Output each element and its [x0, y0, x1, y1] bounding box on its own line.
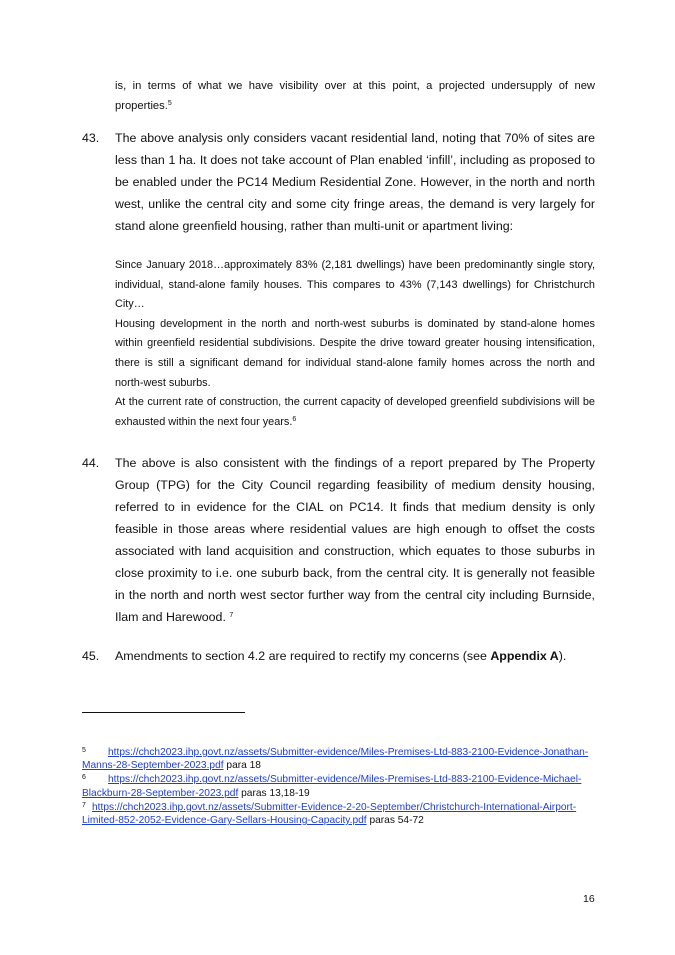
paragraph-45-text-after: ). [558, 649, 567, 663]
quote-paragraph-1: Since January 2018…approximately 83% (2,181 dwellings) have been predominantly single story, individual, stand-alone family houses. This compares to 43% (7,143 dwellings) for Christchurch City… [115, 259, 595, 311]
footnote-suffix: para 18 [223, 760, 261, 772]
footnote-ref-6: 6 [292, 415, 297, 423]
footnote-link[interactable]: https://chch2023.ihp.govt.nz/assets/Submitter-Evidence-2-20-September/Christchurch-International-Airport-Limited-852-2052-Evidence-Gary-Sellars-Housing-Capacity.pdf [82, 801, 577, 827]
footnote-ref-7: 7 [229, 612, 234, 619]
paragraph-44 [82, 452, 595, 628]
footnote-7: 7 https://chch2023.ihp.govt.nz/assets/Submitter-Evidence-2-20-September/Christchurch-International-Airport-Limited-852-2052-Evidence-Gary-Sellars-Housing-Capacity.pdf paras 54-72 [82, 801, 577, 827]
paragraph-text: The above analysis only considers vacant residential land, noting that 70% of sites are less than 1 ha. It does not take account of Plan enabled ‘infill’, including as proposed to be enabled under the PC14 Medium Residential Zone. However, in the north and north west, unlike the central city and some city fringe areas, the demand is very largely for stand alone greenfield housing, rather than multi-unit or apartment living: [115, 131, 595, 233]
footnote-6: 6 https://chch2023.ihp.govt.nz/assets/Submitter-evidence/Miles-Premises-Ltd-883-2100-Evidence-Michael-Blackburn-28-September-2023.pdf paras 13,18-19 [82, 774, 582, 799]
footnote-5: 5 https://chch2023.ihp.govt.nz/assets/Submitter-evidence/Miles-Premises-Ltd-883-2100-Evidence-Jonathan-Manns-28-September-2023.pdf para 18 [82, 747, 589, 772]
paragraph-43 [82, 127, 595, 237]
continued-paragraph-text: is, in terms of what we have visibility over at this point, a projected undersupply of new properties. [115, 80, 595, 112]
footnote-ref-5: 5 [167, 99, 172, 107]
footnote-link[interactable]: https://chch2023.ihp.govt.nz/assets/Submitter-evidence/Miles-Premises-Ltd-883-2100-Evidence-Jonathan-Manns-28-September-2023.pdf [82, 747, 589, 772]
quote-paragraph-2: Housing development in the north and north-west suburbs is dominated by stand-alone homes within greenfield residential subdivisions. Despite the drive toward greater housing intensification, there is still a significant demand for individual stand-alone family homes across the north and north-west suburbs. [115, 317, 595, 389]
paragraph-45-text-before: Amendments to section 4.2 are required to rectify my concerns (see [115, 649, 491, 663]
footnote-separator [82, 712, 245, 713]
paragraph-45 [82, 645, 595, 667]
paragraph-text [115, 452, 595, 628]
appendix-reference: Appendix A [490, 649, 559, 663]
footnote-suffix: paras 13,18-19 [238, 787, 310, 799]
block-quote [115, 256, 595, 432]
footnote-suffix: paras 54-72 [366, 815, 424, 827]
quote-paragraph-3-text: At the current rate of construction, the current capacity of developed greenfield subdivisions will be exhausted within the next four years. [115, 396, 595, 428]
paragraph-number: 44. [82, 456, 100, 470]
footnotes [82, 746, 595, 828]
paragraph-number: 43. [82, 131, 100, 145]
footnote-link[interactable]: https://chch2023.ihp.govt.nz/assets/Submitter-evidence/Miles-Premises-Ltd-883-2100-Evidence-Michael-Blackburn-28-September-2023.pdf [82, 774, 582, 799]
quote-paragraph-3 [115, 393, 595, 432]
page-number: 16 [583, 893, 595, 905]
paragraph-text [115, 645, 595, 667]
continued-paragraph [115, 77, 595, 116]
paragraph-number: 45. [82, 649, 100, 663]
paragraph-44-text: The above is also consistent with the findings of a report prepared by The Property Group (TPG) for the City Council regarding feasibility of medium density housing, referred to in evidence for the CIAL on PC14. It finds that medium density is only feasible in those areas where residential values are high enough to offset the costs associated with land acquisition and construction, which equates to those suburbs in close proximity to i.e. one suburb back, from the central city. It is generally not feasible in the north and north west sector further way from the central city including Burnside, Ilam and Harewood. [115, 456, 595, 624]
